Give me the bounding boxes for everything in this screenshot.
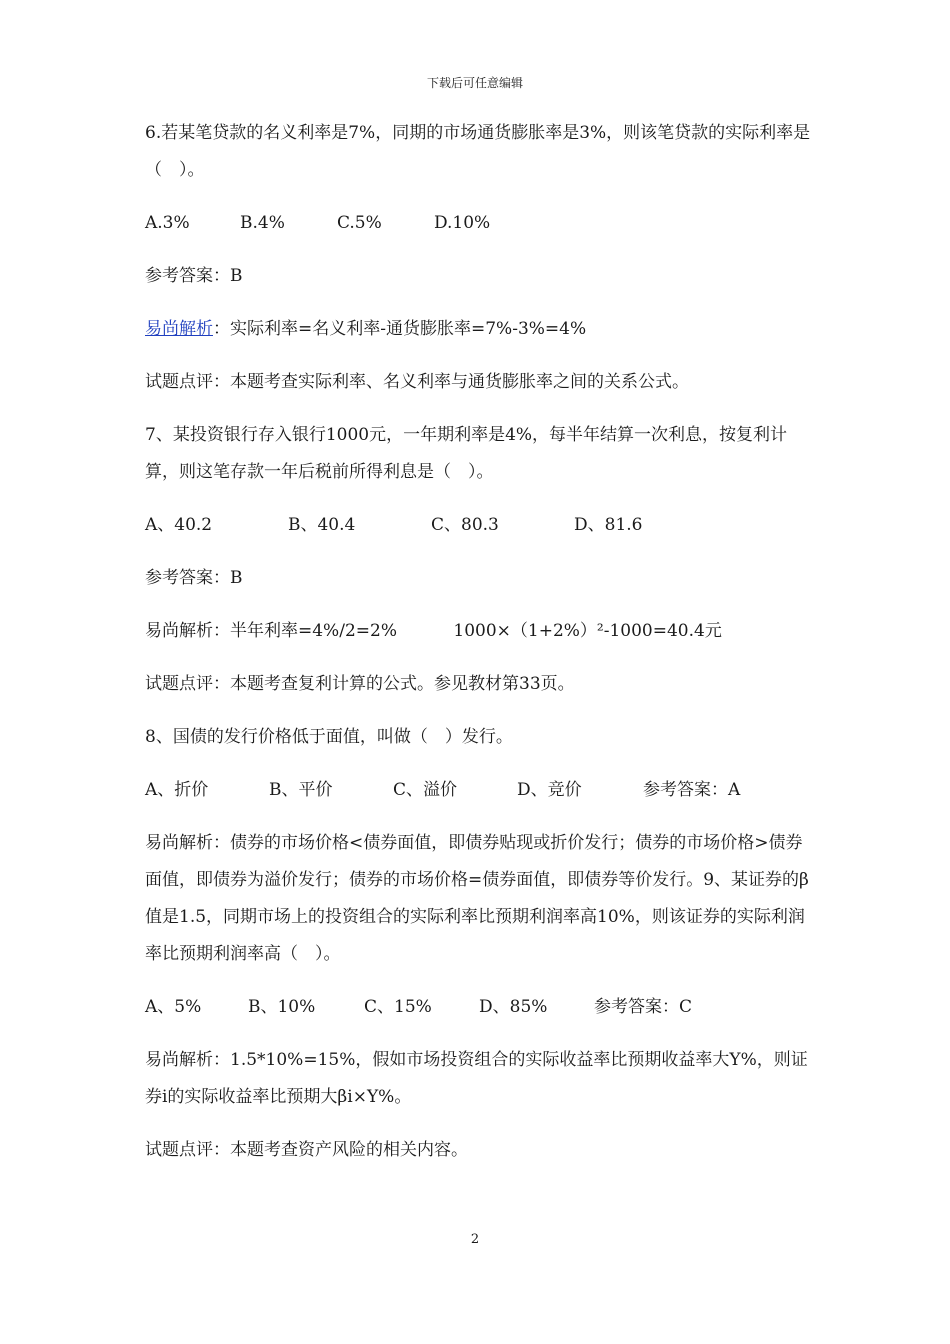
q6-option-b: B.4% xyxy=(240,213,285,233)
q6-analysis-text: ：实际利率=名义利率-通货膨胀率=7%-3%=4% xyxy=(213,319,587,339)
q8-analysis: 易尚解析：债券的市场价格<债券面值，即债券贴现或折价发行；债券的市场价格>债券面值，即债券为溢价发行；债券的市场价格=债券面值，即债券等价发行。9、某证券的β值是1.5，同期市场上的投资组合的实际利率比预期利润率高10%，则该证券的实际利润率比预期利润率高（ ）。 xyxy=(145,833,809,964)
q6-analysis xyxy=(145,311,815,348)
q9-analysis: 易尚解析：1.5*10%=15%，假如市场投资组合的实际收益率比预期收益率大Y%，则证券i的实际收益率比预期大βi×Y%。 xyxy=(145,1050,808,1107)
q6-option-a: A.3% xyxy=(145,213,190,233)
q9-answer: 参考答案：C xyxy=(594,997,693,1017)
q7-question: 7、某投资银行存入银行1000元，一年期利率是4%，每半年结算一次利息，按复利计算，则这笔存款一年后税前所得利息是（ ）。 xyxy=(145,425,788,482)
q8-question: 8、国债的发行价格低于面值，叫做（ ）发行。 xyxy=(145,727,513,747)
q7-option-c: C、80.3 xyxy=(431,515,499,535)
q8-option-c: C、溢价 xyxy=(393,780,458,800)
q8-option-b: B、平价 xyxy=(269,780,333,800)
q9-option-a: A、5% xyxy=(145,997,202,1017)
q6-comment: 试题点评：本题考查实际利率、名义利率与通货膨胀率之间的关系公式。 xyxy=(145,372,689,392)
q8-option-d: D、竞价 xyxy=(517,780,582,800)
q7-analysis: 易尚解析：半年利率=4%/2=2% 1000×（1+2%）²-1000=40.4元 xyxy=(145,621,722,641)
page-number: 2 xyxy=(470,1232,480,1247)
q6-option-c: C.5% xyxy=(337,213,382,233)
q8-options xyxy=(145,772,815,809)
q7-option-b: B、40.4 xyxy=(288,515,356,535)
q9-comment: 试题点评：本题考查资产风险的相关内容。 xyxy=(145,1140,468,1160)
q6-options xyxy=(145,205,815,242)
q7-answer: 参考答案：B xyxy=(145,568,243,588)
q7-comment: 试题点评：本题考查复利计算的公式。参见教材第33页。 xyxy=(145,674,575,694)
q7-options xyxy=(145,507,815,544)
q9-options xyxy=(145,989,815,1026)
document-body xyxy=(145,115,815,1185)
q7-option-d: D、81.6 xyxy=(574,515,643,535)
q6-answer: 参考答案：B xyxy=(145,266,243,286)
q7-option-a: A、40.2 xyxy=(145,515,213,535)
q6-option-d: D.10% xyxy=(434,213,491,233)
q8-option-a: A、折价 xyxy=(145,780,209,800)
q8-answer: 参考答案：A xyxy=(643,780,741,800)
analysis-link[interactable]: 易尚解析 xyxy=(145,319,213,339)
q9-option-d: D、85% xyxy=(479,997,548,1017)
q6-question: 6.若某笔贷款的名义利率是7%，同期的市场通货膨胀率是3%，则该笔贷款的实际利率是（ ）。 xyxy=(145,123,811,180)
page-header: 下载后可任意编辑 xyxy=(426,76,523,90)
q9-option-b: B、10% xyxy=(248,997,316,1017)
q9-option-c: C、15% xyxy=(364,997,432,1017)
